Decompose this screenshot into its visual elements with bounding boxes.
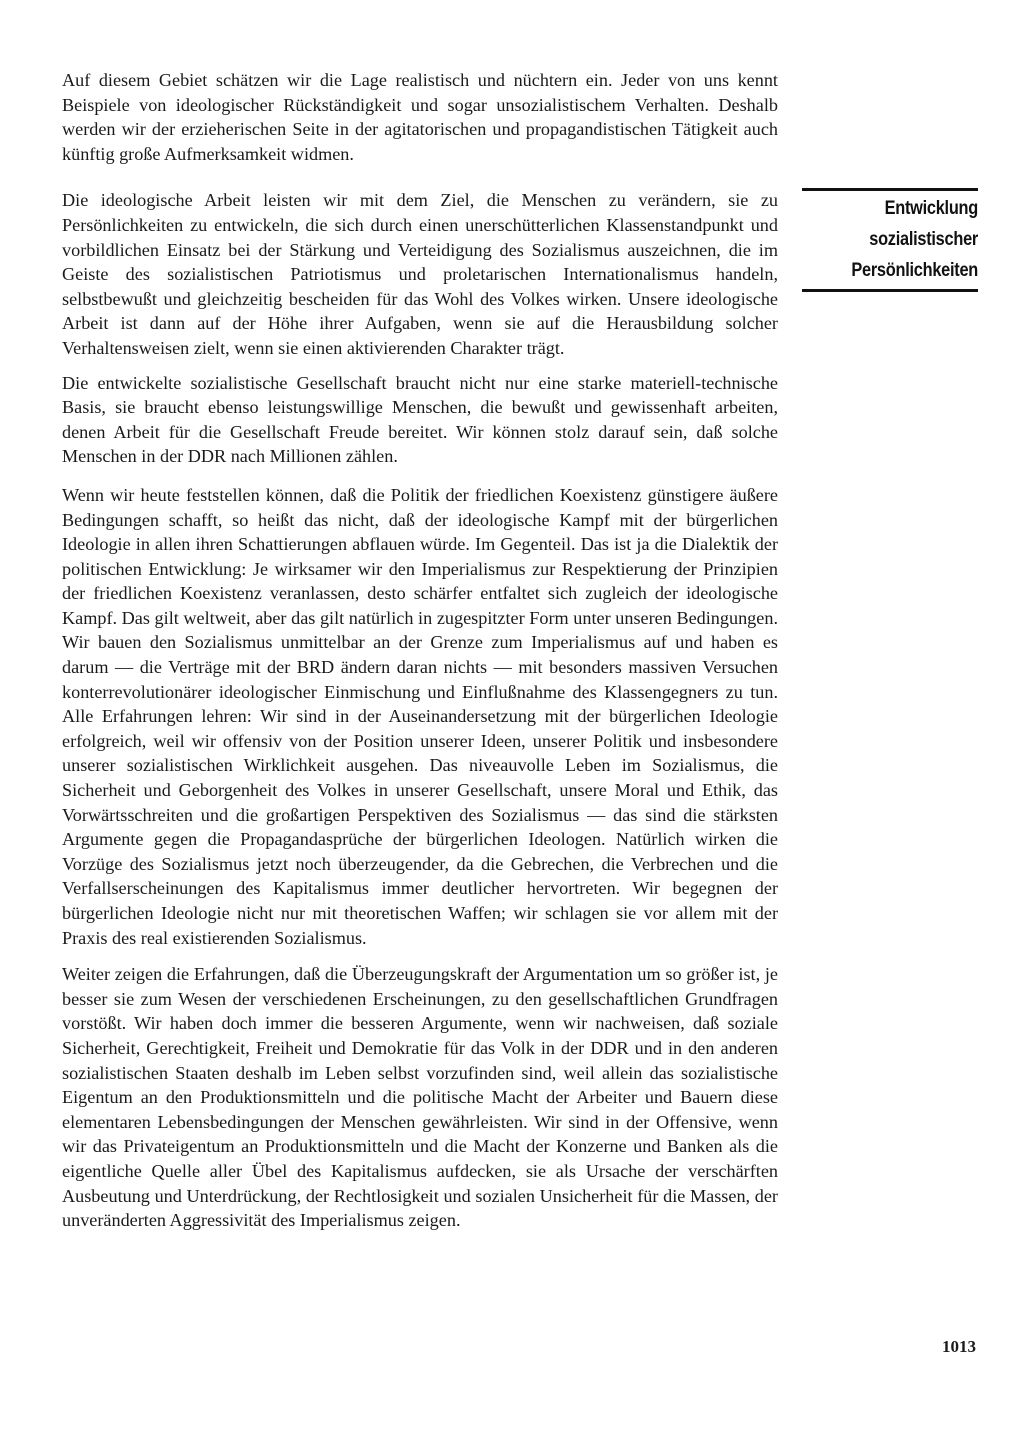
page-number: 1013 [942,1337,976,1356]
paragraph-1: Auf diesem Gebiet schätzen wir die Lage realistisch und nüchtern ein. Jeder von uns kennt Beispiele von ideologischer Rückständigkeit und sogar unsozialistischem Verhalten. Deshalb werden wir der erzieherischen Seite in der agitatorischen und propagandistischen Tätigkeit auch künftig große Aufmerksamkeit widmen. [62,70,778,164]
paragraph-3: Die entwickelte sozialistische Gesellschaft braucht nicht nur eine starke materiell-technische Basis, sie braucht ebenso leistungswillige Menschen, die bewußt und gewissenhaft arbeiten, denen Arbeit für die Gesellschaft Freude bereitet. Wir können stolz darauf sein, daß solche Menschen in der DDR nach Millionen zählen. [62,372,778,467]
main-text-column [62,68,778,1233]
marginal-heading-line-1: Entwicklung [884,198,978,219]
marginal-heading [802,193,978,286]
marginal-heading-line-2: sozialistischer [869,229,978,250]
marginal-rule-top [802,188,978,191]
marginal-rule-bottom [802,289,978,292]
paragraph-2: Die ideologische Arbeit leisten wir mit dem Ziel, die Menschen zu verändern, sie zu Persönlichkeiten zu entwickeln, die sich durch einen unerschütterlichen Klassenstandpunkt und vorbildlichen Einsatz bei der Stärkung und Verteidigung des Sozialismus auszeichnen, die im Geiste des sozialistischen Patriotismus und proletarischen Internationalismus handeln, selbstbewußt und gleichzeitig bescheiden für das Wohl des Volkes wirken. Unsere ideologische Arbeit ist dann auf der Höhe ihrer Aufgaben, wenn sie auf die Herausbildung solcher Verhaltensweisen zielt, wenn sie einen aktivierenden Charakter trägt. [62,190,778,358]
marginal-heading-line-3: Persönlichkeiten [851,260,978,281]
paragraph-5: Weiter zeigen die Erfahrungen, daß die Überzeugungskraft der Argumentation um so größer ist, je besser sie zum Wesen der verschiedenen Erscheinungen, zu den gesellschaftlichen Grundfragen vorstößt. Wir haben doch immer die besseren Argumente, wenn wir nachweisen, daß soziale Sicherheit, Gerechtigkeit, Freiheit und Demokratie für das Volk in der DDR und in den anderen sozialistischen Staaten deshalb im Leben selbst vorzufinden sind, weil allein das sozialistische Eigentum an den Produktionsmitteln und die politische Macht der Arbeiter und Bauern diese elementaren Lebensbedingungen der Menschen gewährleisten. Wir sind in der Offensive, wenn wir das Privateigentum an Produktionsmitteln und die Macht der Konzerne und Banken als die eigentliche Quelle aller Übel des Kapitalismus aufdecken, sie als Ursache der verschärften Ausbeutung und Unterdrückung, der Rechtlosigkeit und sozialen Unsicherheit für die Massen, der unveränderten Aggressivität des Imperialismus zeigen. [62,964,778,1231]
paragraph-4: Wenn wir heute feststellen können, daß die Politik der friedlichen Koexistenz günstigere äußere Bedingungen schafft, so heißt das nicht, daß der ideologische Kampf mit der bürgerlichen Ideologie in allen ihren Schattierungen abflauen würde. Im Gegenteil. Das ist ja die Dialektik der politischen Entwicklung: Je wirksamer wir den Imperialismus zur Respektierung der Prinzipien der friedlichen Koexistenz veranlassen, desto schärfer entfaltet sich zugleich der ideologische Kampf. Das gilt weltweit, aber das gilt natürlich in zugespitzter Form unter unseren Bedingungen. Wir bauen den Sozialismus unmittelbar an der Grenze zum Imperialismus auf und haben es darum — die Verträge mit der BRD ändern daran nichts — mit besonders massiven Versuchen konterrevolutionärer ideologischer Einmischung und Einflußnahme des Klassengegners zu tun. Alle Erfahrungen lehren: Wir sind in der Auseinandersetzung mit der bürgerlichen Ideologie erfolgreich, weil wir offensiv von der Position unserer Ideen, unserer Politik und insbesondere unserer sozialistischen Wirklichkeit ausgehen. Das niveauvolle Leben im Sozialismus, die Sicherheit und Geborgenheit des Volkes in unserer Gesellschaft, unsere Moral und Ethik, das Vorwärtsschreiten und die großartigen Perspektiven des Sozialismus — das sind die stärksten Argumente gegen die Propagandasprüche der bürgerlichen Ideologen. Natürlich wirken die Vorzüge des Sozialismus jetzt noch überzeugender, da die Gebrechen, die Verbrechen und die Verfallserscheinungen des Kapitalismus immer deutlicher hervortreten. Wir begegnen der bürgerlichen Ideologie nicht nur mit theoretischen Waffen; wir schlagen sie vor allem mit der Praxis des real existierenden Sozialismus. [62,484,778,948]
